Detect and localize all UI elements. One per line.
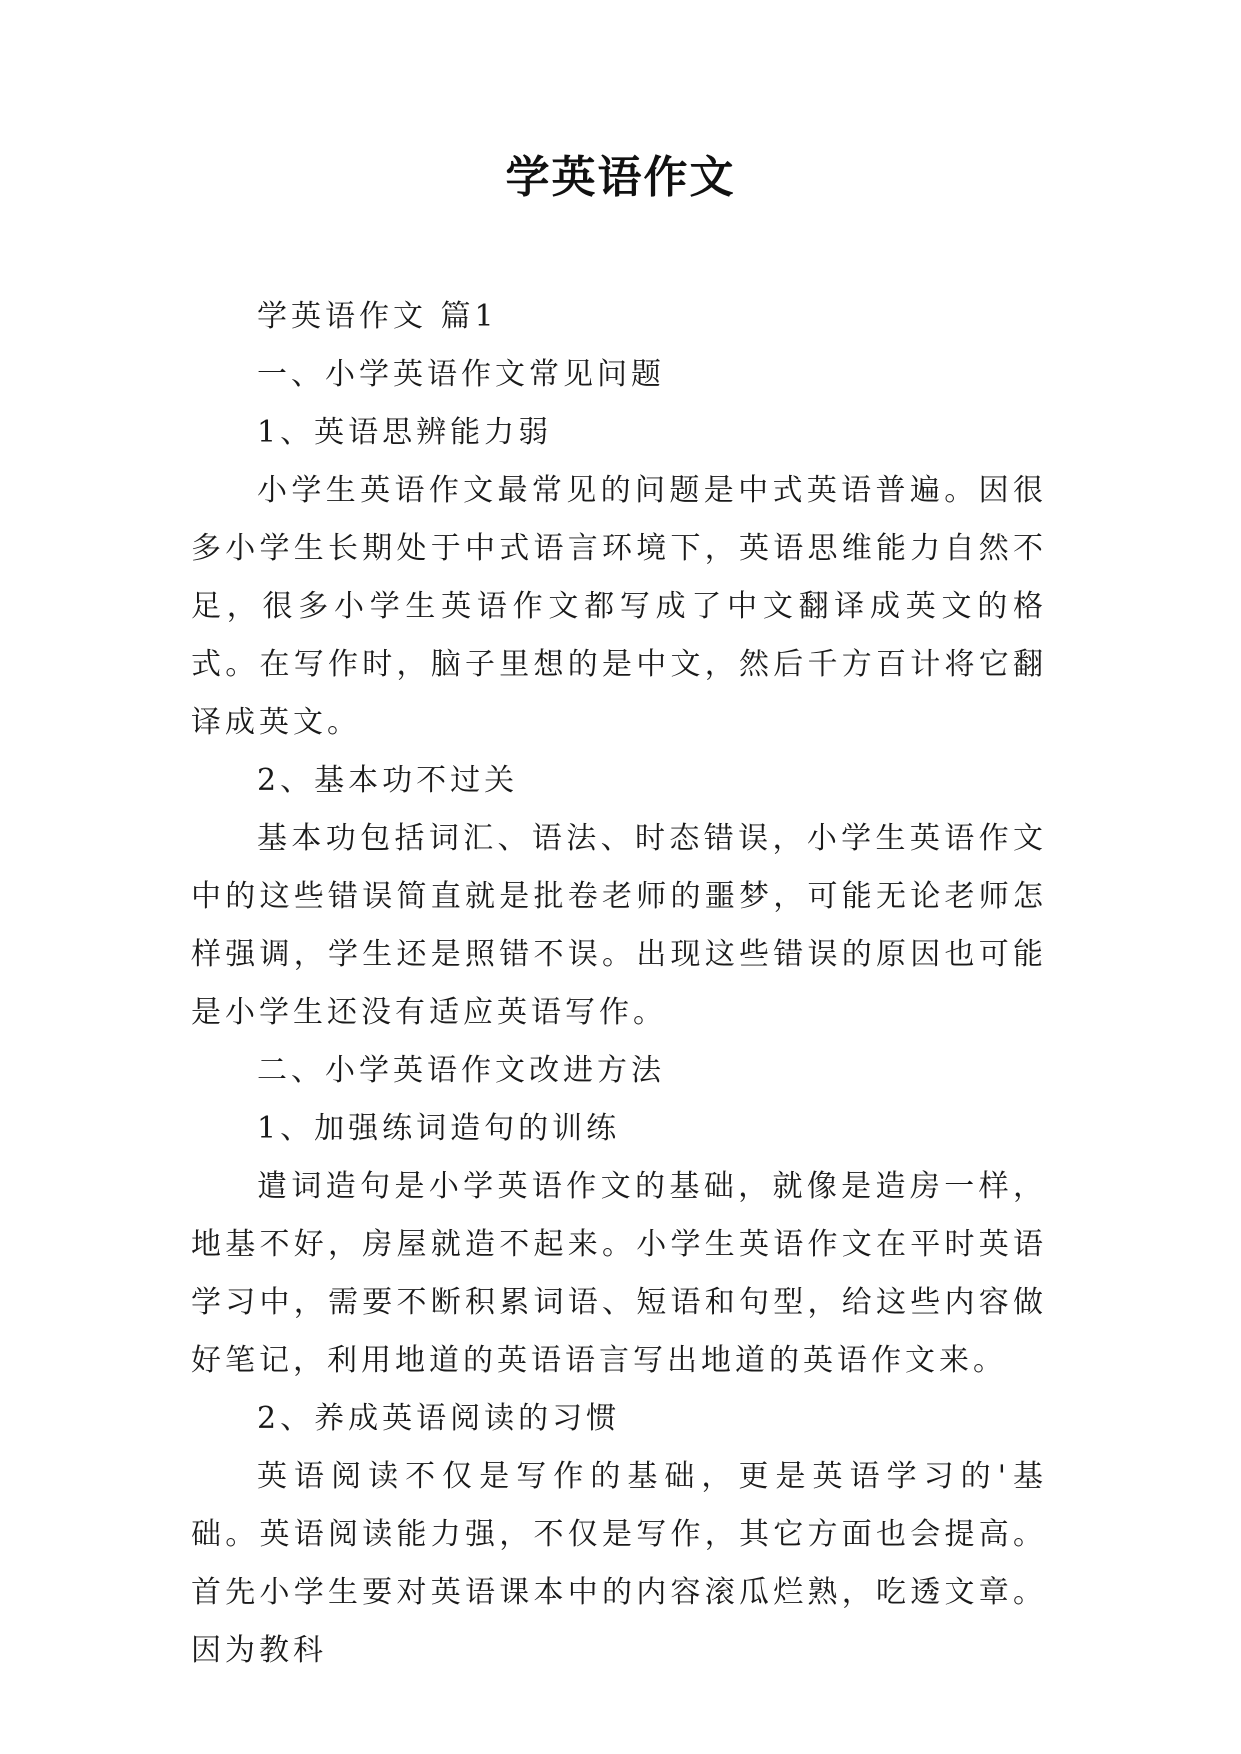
section-heading: 学英语作文 篇1 — [257, 299, 498, 334]
subheading: 1、英语思辨能力弱 — [257, 415, 553, 450]
paragraph: 小学生英语作文最常见的问题是中式英语普遍。因很多小学生长期处于中式语言环境下，英语思维能力自然不足，很多小学生英语作文都写成了中文翻译成英文的格式。在写作时，脑子里想的是中文，然后千方百计将它翻译成英文。 — [191, 473, 1047, 740]
document-title: 学英语作文 — [505, 152, 736, 203]
document-body — [191, 288, 1047, 1680]
subheading: 2、基本功不过关 — [257, 763, 519, 798]
paragraph: 遣词造句是小学英语作文的基础，就像是造房一样，地基不好，房屋就造不起来。小学生英语作文在平时英语学习中，需要不断积累词语、短语和句型，给这些内容做好笔记，利用地道的英语语言写出地道的英语作文来。 — [191, 1169, 1047, 1378]
subheading: 2、养成英语阅读的习惯 — [257, 1401, 621, 1436]
subheading: 一、小学英语作文常见问题 — [257, 357, 665, 392]
subheading: 1、加强练词造句的训练 — [257, 1111, 621, 1146]
paragraph: 英语阅读不仅是写作的基础，更是英语学习的'基础。英语阅读能力强，不仅是写作，其它方面也会提高。首先小学生要对英语课本中的内容滚瓜烂熟，吃透文章。因为教科 — [191, 1459, 1047, 1668]
paragraph: 基本功包括词汇、语法、时态错误，小学生英语作文中的这些错误简直就是批卷老师的噩梦，可能无论老师怎样强调，学生还是照错不误。出现这些错误的原因也可能是小学生还没有适应英语写作。 — [191, 821, 1047, 1030]
subheading: 二、小学英语作文改进方法 — [257, 1053, 665, 1088]
